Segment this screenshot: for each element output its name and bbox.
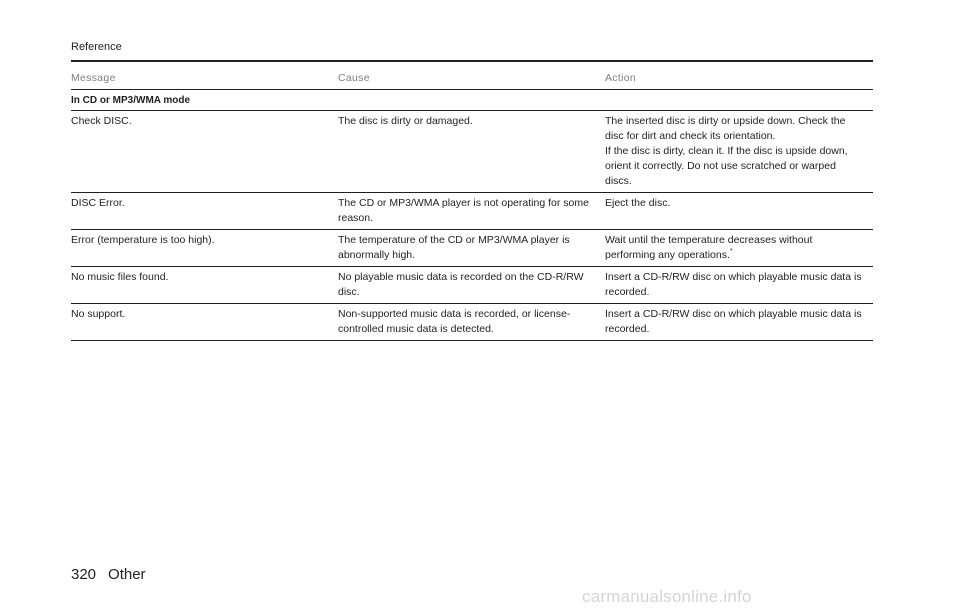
message-cell: DISC Error. — [71, 197, 125, 209]
page-footer — [71, 566, 146, 583]
table-row — [71, 111, 873, 193]
message-cell: No music files found. — [71, 271, 169, 283]
table-row — [71, 267, 873, 304]
mode-title-row — [71, 90, 873, 111]
action-cell — [605, 111, 873, 192]
cause-cell: No playable music data is recorded on the CD-R/RW disc. — [338, 271, 584, 298]
action-cell: Eject the disc. — [605, 197, 671, 209]
column-header-message: Message — [71, 72, 116, 84]
action-text-continued: If the disc is dirty, clean it. If the disc is upside down, orient it correctly. Do not use scratched or warped discs. — [605, 145, 848, 187]
column-header-cause: Cause — [338, 72, 370, 84]
page-number: 320 — [71, 566, 97, 583]
table-row — [71, 304, 873, 341]
message-cell: Error (temperature is too high). — [71, 234, 215, 246]
cause-cell: The temperature of the CD or MP3/WMA player is abnormally high. — [338, 234, 570, 261]
action-cell: Insert a CD-R/RW disc on which playable music data is recorded. — [605, 308, 862, 335]
table-row — [71, 230, 873, 267]
mode-title: In CD or MP3/WMA mode — [71, 95, 191, 106]
column-header-action: Action — [605, 72, 636, 84]
cause-cell: The disc is dirty or damaged. — [338, 115, 473, 127]
message-cell: Check DISC. — [71, 115, 132, 127]
action-cell — [605, 230, 873, 266]
table-header-row — [71, 68, 873, 90]
action-text: Wait until the temperature decreases without performing any operations. — [605, 234, 813, 261]
message-cell: No support. — [71, 308, 126, 320]
action-text: The inserted disc is dirty or upside down. Check the disc for dirt and check its orientation. — [605, 115, 846, 142]
cause-cell: Non-supported music data is recorded, or license-controlled music data is detected. — [338, 308, 571, 335]
message-table — [71, 68, 873, 341]
header-rule — [71, 60, 873, 62]
table-row — [71, 193, 873, 230]
section-label: Reference — [71, 41, 122, 53]
cause-cell: The CD or MP3/WMA player is not operating for some reason. — [338, 197, 589, 224]
watermark: carmanualsonline.info — [582, 587, 752, 606]
footer-section: Other — [108, 566, 146, 583]
action-cell: Insert a CD-R/RW disc on which playable music data is recorded. — [605, 271, 862, 298]
footnote-marker: * — [729, 248, 733, 255]
